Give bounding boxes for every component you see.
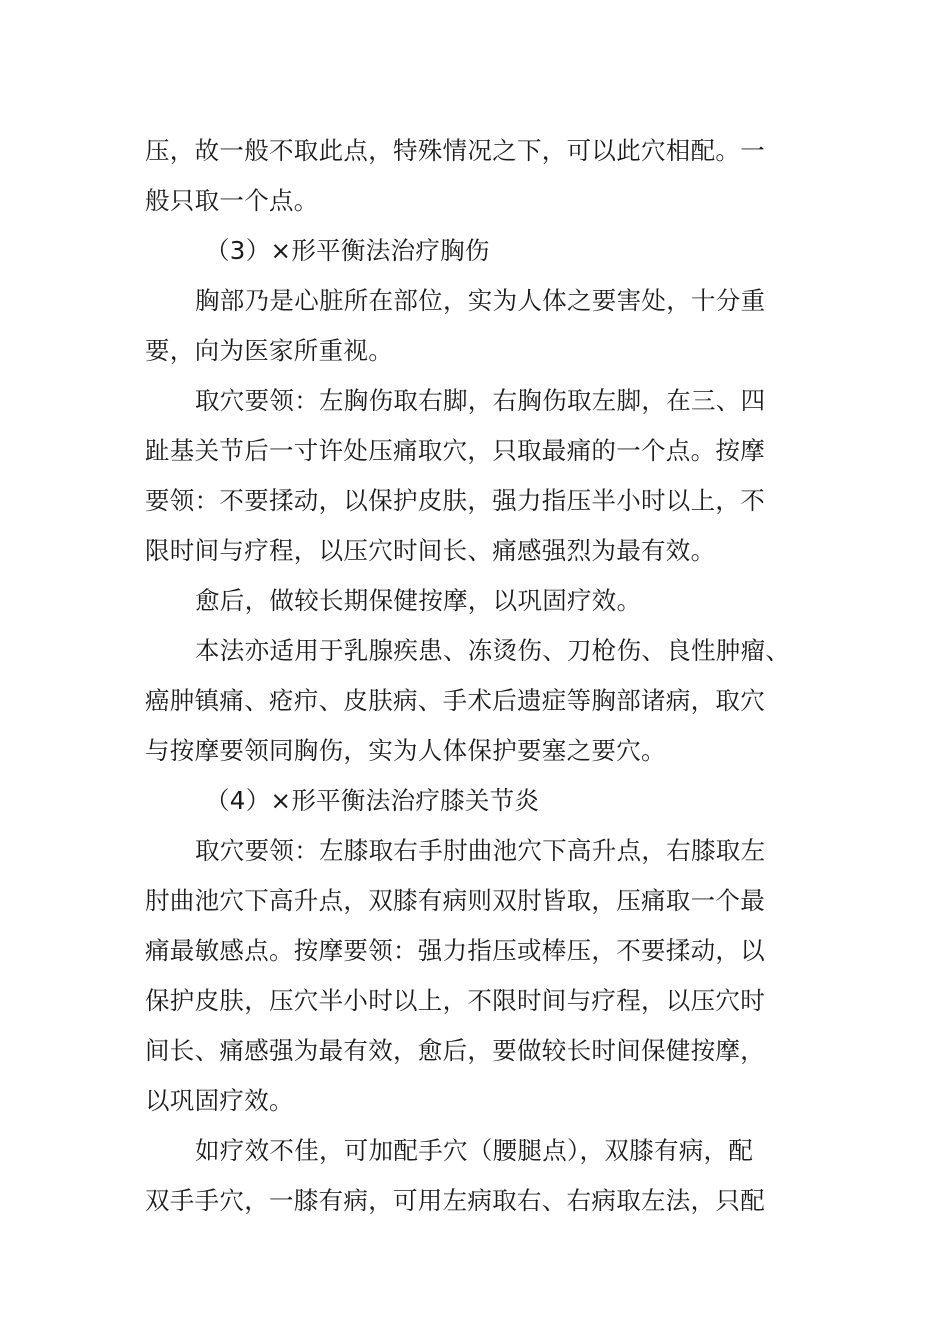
paragraph-line: 双手手穴，一膝有病，可用左病取右、右病取左法，只配 <box>145 1186 765 1215</box>
paragraph-line: 痛最敏感点。按摩要领：强力指压或棒压，不要揉动，以 <box>145 936 765 965</box>
paragraph-line: 取穴要领：左胸伤取右脚，右胸伤取左脚，在三、四 <box>195 386 766 415</box>
paragraph-line: 限时间与疗程，以压穴时间长、痛感强烈为最有效。 <box>145 536 716 565</box>
paragraph-line: 肘曲池穴下高升点，双膝有病则双肘皆取，压痛取一个最 <box>145 886 765 915</box>
paragraph-line: 趾基关节后一寸许处压痛取穴，只取最痛的一个点。按摩 <box>145 436 765 465</box>
paragraph-line: 要领：不要揉动，以保护皮肤，强力指压半小时以上，不 <box>145 486 765 515</box>
paragraph-line: 愈后，做较长期保健按摩，以巩固疗效。 <box>195 586 642 615</box>
paragraph-line: 与按摩要领同胸伤，实为人体保护要塞之要穴。 <box>145 736 666 765</box>
section-heading: （4）×形平衡法治疗膝关节炎 <box>205 786 540 815</box>
paragraph-line: 本法亦适用于乳腺疾患、冻烫伤、刀枪伤、良性肿瘤、 <box>195 636 791 665</box>
paragraph-line: 保护皮肤，压穴半小时以上，不限时间与疗程，以压穴时 <box>145 986 765 1015</box>
paragraph-line: 般只取一个点。 <box>145 186 319 215</box>
paragraph-line: 以巩固疗效。 <box>145 1086 294 1115</box>
section-heading: （3）×形平衡法治疗胸伤 <box>205 236 490 265</box>
paragraph-line: 要，向为医家所重视。 <box>145 336 393 365</box>
paragraph-line: 胸部乃是心脏所在部位，实为人体之要害处，十分重 <box>195 286 766 315</box>
paragraph-line: 如疗效不佳，可加配手穴（腰腿点），双膝有病，配 <box>195 1136 754 1165</box>
paragraph-line: 癌肿镇痛、疮疖、皮肤病、手术后遗症等胸部诸病，取穴 <box>145 686 765 715</box>
paragraph-line: 压，故一般不取此点，特殊情况之下，可以此穴相配。一 <box>145 136 765 165</box>
paragraph-line: 取穴要领：左膝取右手肘曲池穴下高升点，右膝取左 <box>195 836 766 865</box>
paragraph-line: 间长、痛感强为最有效，愈后，要做较长时间保健按摩， <box>145 1036 765 1065</box>
